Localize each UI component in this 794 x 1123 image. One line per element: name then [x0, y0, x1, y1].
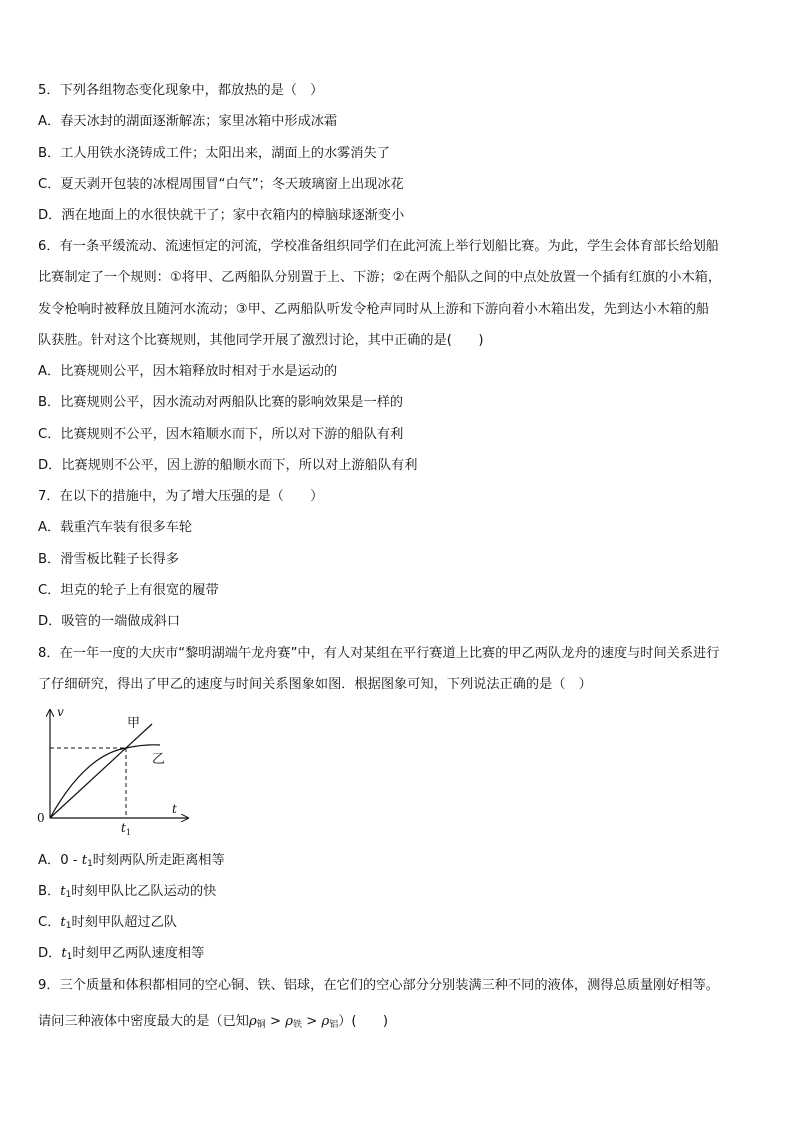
question-6-stem-line-2: 比赛制定了一个规则：①将甲、乙两船队分别置于上、下游；②在两个船队之间的中点处放置一个插有红旗的小木箱，: [38, 270, 722, 285]
jia-line: [50, 724, 152, 818]
question-9-stem-line-2: 请问三种液体中密度最大的是（已知$\rho_铜 > \rho_铁 > \rho_铝$）( ): [38, 1014, 389, 1030]
question-7-option-b: B．滑雪板比鞋子长得多: [38, 552, 179, 567]
question-7-option-d: D．吸管的一端做成斜口: [38, 614, 181, 629]
question-6-stem-line-1: 6．有一条平缓流动、流速恒定的河流，学校准备组织同学们在此河流上举行划船比赛。为此，学生会体育部长给划船: [38, 239, 719, 254]
question-6-stem-line-4: 队获胜。针对这个比赛规则，其他同学开展了激烈讨论，其中正确的是( ): [38, 333, 484, 348]
question-7-option-c: C．坦克的轮子上有很宽的履带: [38, 583, 219, 598]
question-8-option-b: B．$t_1$时刻甲队比乙队运动的快: [38, 884, 217, 900]
question-5-option-d: D．洒在地面上的水很快就干了；家中衣箱内的樟脑球逐渐变小: [38, 208, 405, 223]
question-5-stem: 5．下列各组物态变化现象中，都放热的是（ ）: [38, 83, 324, 98]
question-8-option-a: A．$0 - t_1$时刻两队所走距离相等: [38, 853, 225, 869]
question-5-option-c: C．夏天剥开包装的冰棍周围冒“白气”；冬天玻璃窗上出现冰花: [38, 177, 404, 192]
question-6-option-c: C．比赛规则不公平，因木箱顺水而下，所以对下游的船队有利: [38, 427, 404, 442]
question-8-option-d: D．$t_1$时刻甲乙两队速度相等: [38, 946, 205, 962]
question-7-stem: 7．在以下的措施中，为了增大压强的是（ ）: [38, 489, 324, 504]
jia-label: 甲: [127, 716, 141, 731]
velocity-time-graph: [30, 700, 200, 840]
t1-label: $t_1$: [121, 821, 131, 837]
question-5-option-b: B．工人用铁水浇铸成工件；太阳出来，湖面上的水雾消失了: [38, 146, 390, 161]
yi-curve: [50, 745, 160, 818]
question-6-option-d: D．比赛规则不公平，因上游的船顺水而下，所以对上游船队有利: [38, 458, 418, 473]
question-8-option-c: C．$t_1$时刻甲队超过乙队: [38, 915, 177, 931]
question-8-stem-line-2: 了仔细研究，得出了甲乙的速度与时间关系图象如图．根据图象可知，下列说法正确的是（ ）: [38, 677, 592, 692]
t-axis-label: t: [172, 802, 177, 816]
question-6-stem-line-3: 发令枪响时被释放且随河水流动；③甲、乙两船队听发令枪声同时从上游和下游向着小木箱出发，先到达小木箱的船: [38, 302, 710, 317]
yi-label: 乙: [152, 752, 166, 767]
question-9-stem-line-1: 9．三个质量和体积都相同的空心铜、铁、铝球，在它们的空心部分分别装满三种不同的液体，测得总质量刚好相等。: [38, 978, 719, 993]
question-8-stem-line-1: 8．在一年一度的大庆市“黎明湖端午龙舟赛”中，有人对某组在平行赛道上比赛的甲乙两队龙舟的速度与时间关系进行: [38, 646, 720, 661]
v-axis-label: v: [57, 705, 64, 719]
question-5-option-a: A．春天冰封的湖面逐渐解冻；家里冰箱中形成冰霜: [38, 114, 338, 129]
question-7-option-a: A．载重汽车装有很多车轮: [38, 520, 193, 535]
origin-label: 0: [37, 811, 45, 825]
question-6-option-a: A．比赛规则公平，因木箱释放时相对于水是运动的: [38, 364, 338, 379]
question-6-option-b: B．比赛规则公平，因水流动对两船队比赛的影响效果是一样的: [38, 395, 404, 410]
